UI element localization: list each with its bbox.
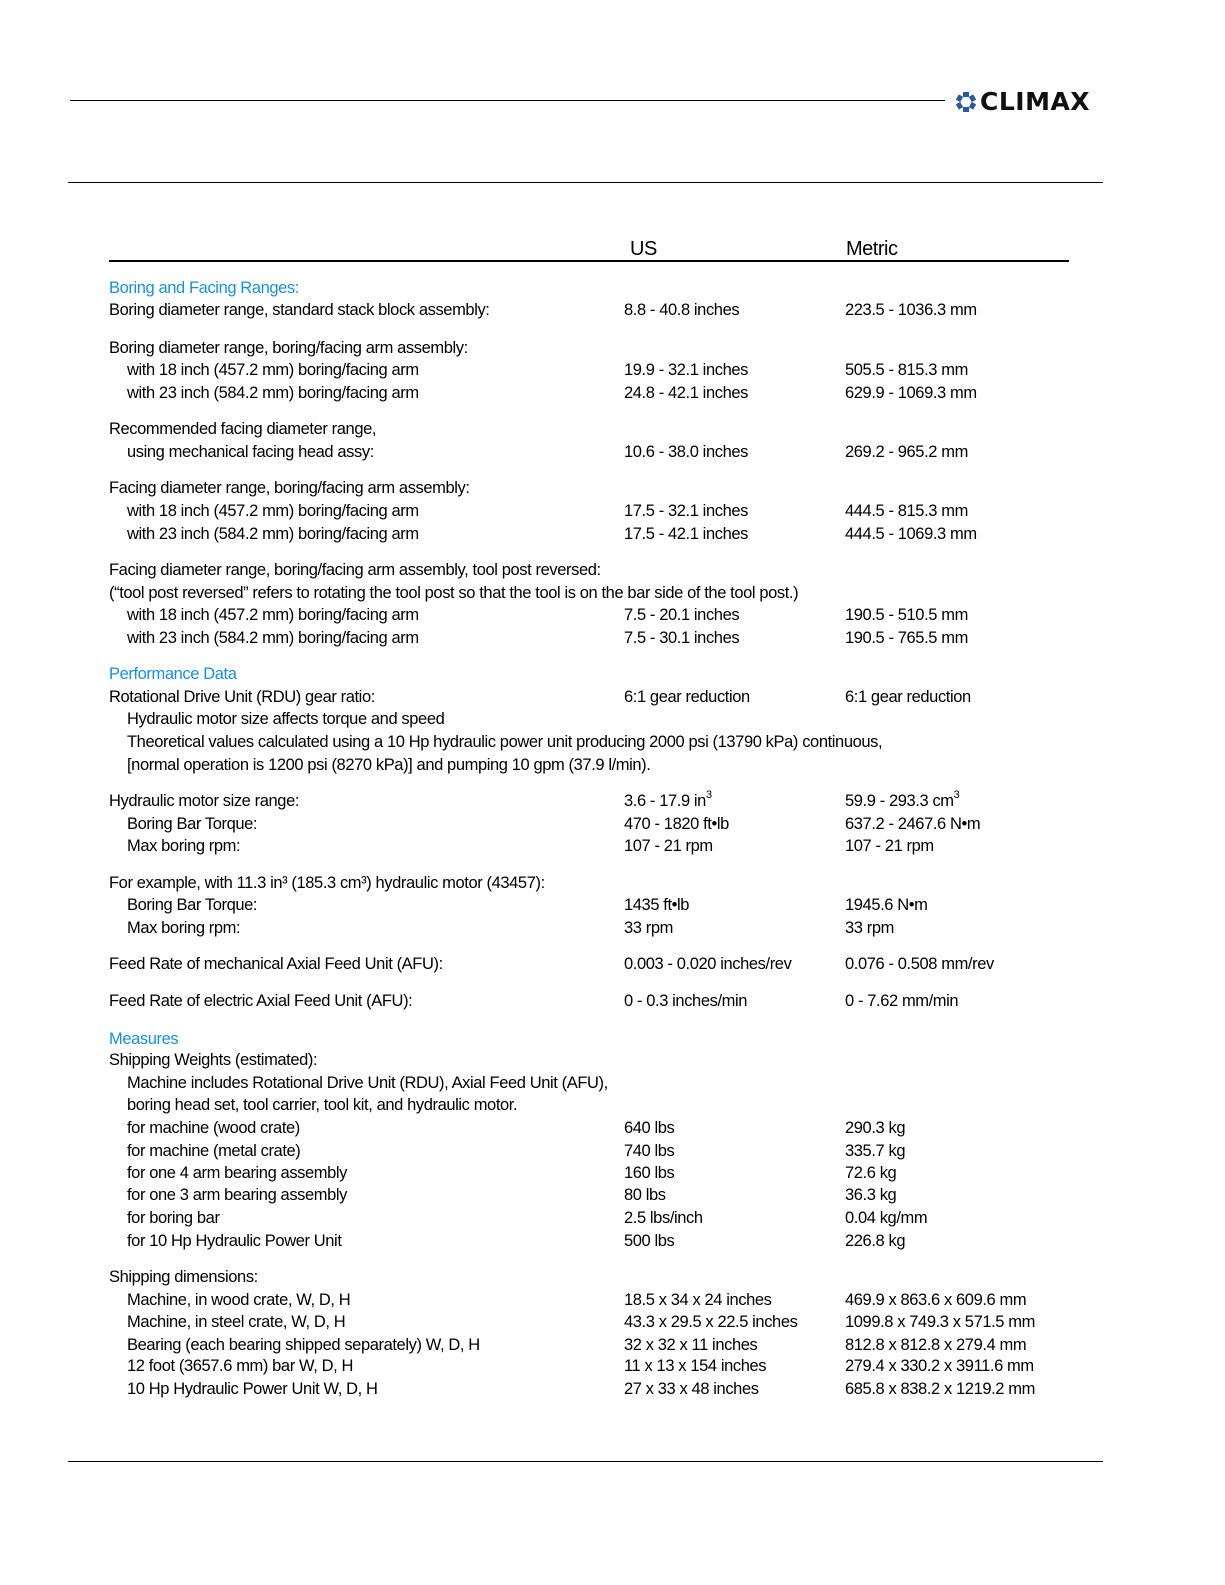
metric-value-text: 36.3 kg <box>845 1186 897 1204</box>
us-value-text: 43.3 x 29.5 x 22.5 inches <box>624 1313 798 1331</box>
metric-value <box>845 359 968 381</box>
spec-label: Machine, in steel crate, W, D, H <box>127 1313 346 1331</box>
column-header-metric: Metric <box>846 238 898 260</box>
spec-row <box>109 1207 1069 1229</box>
metric-value-text: 444.5 - 1069.3 mm <box>845 525 977 543</box>
table-header-rule <box>109 260 1069 262</box>
section-title: Boring and Facing Ranges: <box>109 279 299 297</box>
spec-label: for one 4 arm bearing assembly <box>127 1164 348 1182</box>
spec-row <box>109 1049 1069 1071</box>
spec-row <box>109 1117 1069 1139</box>
spec-row <box>109 1311 1069 1333</box>
metric-value-text: 0 - 7.62 mm/min <box>845 992 959 1010</box>
spec-label: Boring diameter range, boring/facing arm assembly: <box>109 339 468 357</box>
metric-value <box>845 1230 905 1252</box>
spec-row <box>109 835 1069 857</box>
climax-mark-icon <box>955 91 977 113</box>
metric-value <box>845 1162 896 1184</box>
us-value <box>624 1355 766 1377</box>
us-value <box>624 523 748 545</box>
spec-row <box>109 686 1069 708</box>
spec-row <box>109 1334 1069 1356</box>
metric-value <box>845 917 894 939</box>
metric-value <box>845 1117 905 1139</box>
us-value <box>624 835 713 857</box>
brand-logo <box>955 87 1090 116</box>
metric-value-text: 290.3 kg <box>845 1119 906 1137</box>
us-value-text: 17.5 - 42.1 inches <box>624 525 748 543</box>
spec-row <box>109 1162 1069 1184</box>
spec-label: Theoretical values calculated using a 10 Hp hydraulic power unit producing 2000 psi (13790 kPa) continuous, <box>127 733 883 751</box>
us-value-text: 11 x 13 x 154 inches <box>624 1357 767 1375</box>
spec-label: with 18 inch (457.2 mm) boring/facing arm <box>127 502 419 520</box>
metric-value-text: 6:1 gear reduction <box>845 688 971 706</box>
us-value <box>624 790 712 812</box>
spec-row <box>109 731 1069 753</box>
us-value <box>624 604 739 626</box>
spec-row <box>109 1230 1069 1252</box>
metric-value-text: 335.7 kg <box>845 1142 906 1160</box>
us-value-text: 80 lbs <box>624 1186 666 1204</box>
section-heading <box>109 1028 1069 1050</box>
us-value-text: 107 - 21 rpm <box>624 837 713 855</box>
us-value-text: 19.9 - 32.1 inches <box>624 361 748 379</box>
us-value-text: 1435 ft•lb <box>624 896 690 914</box>
metric-value-text: 0.04 kg/mm <box>845 1209 928 1227</box>
us-value <box>624 1289 772 1311</box>
metric-value <box>845 686 971 708</box>
spec-label: Max boring rpm: <box>127 837 241 855</box>
us-value-text: 640 lbs <box>624 1119 675 1137</box>
metric-value <box>845 299 977 321</box>
us-value <box>624 1207 703 1229</box>
spec-label: for one 3 arm bearing assembly <box>127 1186 348 1204</box>
us-value-text: 7.5 - 20.1 inches <box>624 606 740 624</box>
section-heading <box>109 663 1069 685</box>
us-value-text: 32 x 32 x 11 inches <box>624 1336 758 1354</box>
spec-row <box>109 477 1069 499</box>
spec-row <box>109 990 1069 1012</box>
metric-value-text: 190.5 - 765.5 mm <box>845 629 968 647</box>
metric-value-text: 226.8 kg <box>845 1232 906 1250</box>
spec-row <box>109 1266 1069 1288</box>
spec-row <box>109 708 1069 730</box>
spec-row <box>109 1094 1069 1116</box>
section-heading <box>109 277 1069 299</box>
spec-row <box>109 627 1069 649</box>
spec-label: for machine (metal crate) <box>127 1142 301 1160</box>
metric-value <box>845 1184 896 1206</box>
spec-label: Machine includes Rotational Drive Unit (RDU), Axial Feed Unit (AFU), <box>127 1074 608 1092</box>
spec-label: Shipping dimensions: <box>109 1268 258 1286</box>
spec-row <box>109 894 1069 916</box>
us-value <box>624 894 689 916</box>
top-rule <box>68 182 1103 183</box>
spec-row <box>109 1184 1069 1206</box>
us-value-text: 6:1 gear reduction <box>624 688 750 706</box>
spec-row <box>109 337 1069 359</box>
spec-row <box>109 953 1069 975</box>
us-value-text: 2.5 lbs/inch <box>624 1209 703 1227</box>
spec-label: 10 Hp Hydraulic Power Unit W, D, H <box>127 1380 378 1398</box>
spec-row <box>109 1289 1069 1311</box>
spec-row <box>109 917 1069 939</box>
metric-value <box>845 1334 1026 1356</box>
metric-value <box>845 1207 927 1229</box>
metric-value-text: 685.8 x 838.2 x 1219.2 mm <box>845 1380 1035 1398</box>
us-value-text: 24.8 - 42.1 inches <box>624 384 748 402</box>
spec-label: Shipping Weights (estimated): <box>109 1051 318 1069</box>
metric-value-text: 107 - 21 rpm <box>845 837 934 855</box>
metric-value-text: 812.8 x 812.8 x 279.4 mm <box>845 1336 1027 1354</box>
us-value-text: 33 rpm <box>624 919 673 937</box>
metric-value <box>845 894 928 916</box>
us-value-text: 10.6 - 38.0 inches <box>624 443 748 461</box>
spec-row <box>109 872 1069 894</box>
spec-row <box>109 813 1069 835</box>
us-value-text: 740 lbs <box>624 1142 675 1160</box>
spec-label: Boring Bar Torque: <box>127 815 258 833</box>
metric-value-text: 1945.6 N•m <box>845 896 928 914</box>
metric-value-text: 0.076 - 0.508 mm/rev <box>845 955 994 973</box>
spec-row <box>109 604 1069 626</box>
us-value-text: 7.5 - 30.1 inches <box>624 629 740 647</box>
header-rule <box>70 100 945 101</box>
metric-value <box>845 813 980 835</box>
metric-value-text: 33 rpm <box>845 919 894 937</box>
spec-row <box>109 418 1069 440</box>
us-value-text: 17.5 - 32.1 inches <box>624 502 748 520</box>
metric-value-text: 505.5 - 815.3 mm <box>845 361 968 379</box>
metric-value-text: 444.5 - 815.3 mm <box>845 502 968 520</box>
us-value-text: 160 lbs <box>624 1164 675 1182</box>
spec-label: Boring diameter range, standard stack block assembly: <box>109 301 490 319</box>
metric-value-text: 279.4 x 330.2 x 3911.6 mm <box>845 1357 1034 1375</box>
spec-label: Bearing (each bearing shipped separately) W, D, H <box>127 1336 480 1354</box>
spec-label: for machine (wood crate) <box>127 1119 300 1137</box>
metric-value <box>845 500 968 522</box>
us-value <box>624 359 748 381</box>
us-value <box>624 627 739 649</box>
metric-value <box>845 1355 1034 1377</box>
us-value-text: 3.6 - 17.9 in <box>624 792 706 810</box>
us-value <box>624 813 729 835</box>
us-value-text: 18.5 x 34 x 24 inches <box>624 1291 772 1309</box>
spec-label: Hydraulic motor size range: <box>109 792 300 810</box>
metric-value-text: 469.9 x 863.6 x 609.6 mm <box>845 1291 1027 1309</box>
us-value-text: 8.8 - 40.8 inches <box>624 301 740 319</box>
spec-label: Rotational Drive Unit (RDU) gear ratio: <box>109 688 375 706</box>
us-value <box>624 953 791 975</box>
metric-value <box>845 382 977 404</box>
metric-value-text: 637.2 - 2467.6 N•m <box>845 815 981 833</box>
metric-value <box>845 627 968 649</box>
spec-row <box>109 359 1069 381</box>
spec-label: boring head set, tool carrier, tool kit, and hydraulic motor. <box>127 1096 518 1114</box>
spec-label: Hydraulic motor size affects torque and speed <box>127 710 445 728</box>
spec-label: using mechanical facing head assy: <box>127 443 374 461</box>
us-value <box>624 686 750 708</box>
spec-row <box>109 382 1069 404</box>
metric-value <box>845 790 959 812</box>
spec-label: Max boring rpm: <box>127 919 241 937</box>
spec-row <box>109 754 1069 776</box>
us-value-text: 0 - 0.3 inches/min <box>624 992 748 1010</box>
us-value-text: 27 x 33 x 48 inches <box>624 1380 759 1398</box>
metric-value-text: 72.6 kg <box>845 1164 897 1182</box>
spec-label: with 23 inch (584.2 mm) boring/facing arm <box>127 384 419 402</box>
metric-value <box>845 604 968 626</box>
metric-value <box>845 1289 1026 1311</box>
spec-label: for boring bar <box>127 1209 220 1227</box>
metric-value-text: 59.9 - 293.3 cm <box>845 792 954 810</box>
spec-row <box>109 559 1069 581</box>
metric-value-text: 629.9 - 1069.3 mm <box>845 384 977 402</box>
us-value <box>624 990 747 1012</box>
metric-value <box>845 1140 905 1162</box>
metric-value <box>845 523 977 545</box>
spec-label: for 10 Hp Hydraulic Power Unit <box>127 1232 342 1250</box>
spec-row <box>109 523 1069 545</box>
spec-label: Facing diameter range, boring/facing arm assembly, tool post reversed: <box>109 561 601 579</box>
us-value <box>624 1334 757 1356</box>
spec-row <box>109 441 1069 463</box>
metric-value <box>845 1378 1035 1400</box>
metric-value <box>845 953 994 975</box>
unit-exponent: 3 <box>705 788 712 801</box>
spec-row <box>109 1140 1069 1162</box>
spec-label: Facing diameter range, boring/facing arm assembly: <box>109 479 470 497</box>
us-value <box>624 1311 797 1333</box>
spec-label: 12 foot (3657.6 mm) bar W, D, H <box>127 1357 354 1375</box>
us-value <box>624 1162 674 1184</box>
spec-label: with 18 inch (457.2 mm) boring/facing arm <box>127 606 419 624</box>
metric-value <box>845 1311 1035 1333</box>
us-value <box>624 1117 674 1139</box>
spec-row <box>109 500 1069 522</box>
metric-value-text: 223.5 - 1036.3 mm <box>845 301 977 319</box>
us-value-text: 500 lbs <box>624 1232 675 1250</box>
spec-row <box>109 1072 1069 1094</box>
us-value <box>624 1184 666 1206</box>
spec-label: Boring Bar Torque: <box>127 896 258 914</box>
section-title: Measures <box>109 1030 179 1048</box>
us-value <box>624 299 739 321</box>
us-value <box>624 1140 674 1162</box>
metric-value-text: 269.2 - 965.2 mm <box>845 443 968 461</box>
metric-value <box>845 990 958 1012</box>
us-value <box>624 917 673 939</box>
spec-label: [normal operation is 1200 psi (8270 kPa)] and pumping 10 gpm (37.9 l/min). <box>127 756 651 774</box>
spec-label: (“tool post reversed” refers to rotating the tool post so that the tool is on the bar side of the tool post.) <box>109 584 799 602</box>
us-value-text: 470 - 1820 ft•lb <box>624 815 729 833</box>
us-value <box>624 1230 674 1252</box>
unit-exponent: 3 <box>953 788 960 801</box>
us-value <box>624 500 748 522</box>
spec-label: with 23 inch (584.2 mm) boring/facing arm <box>127 629 419 647</box>
spec-label: with 23 inch (584.2 mm) boring/facing arm <box>127 525 419 543</box>
us-value <box>624 382 748 404</box>
brand-name: CLIMAX <box>980 87 1091 116</box>
us-value <box>624 1378 759 1400</box>
spec-row <box>109 1355 1069 1377</box>
metric-value-text: 190.5 - 510.5 mm <box>845 606 968 624</box>
spec-label: with 18 inch (457.2 mm) boring/facing arm <box>127 361 419 379</box>
metric-value <box>845 835 934 857</box>
spec-row <box>109 299 1069 321</box>
section-title: Performance Data <box>109 665 237 683</box>
metric-value-text: 1099.8 x 749.3 x 571.5 mm <box>845 1313 1035 1331</box>
spec-label: Recommended facing diameter range, <box>109 420 377 438</box>
metric-value <box>845 441 968 463</box>
spec-label: Feed Rate of electric Axial Feed Unit (AFU): <box>109 992 413 1010</box>
footer-rule <box>68 1461 1103 1462</box>
spec-row <box>109 1378 1069 1400</box>
spec-label: Feed Rate of mechanical Axial Feed Unit (AFU): <box>109 955 443 973</box>
spec-row <box>109 582 1069 604</box>
spec-label: For example, with 11.3 in³ (185.3 cm³) hydraulic motor (43457): <box>109 874 545 892</box>
us-value-text: 0.003 - 0.020 inches/rev <box>624 955 792 973</box>
spec-label: Machine, in wood crate, W, D, H <box>127 1291 351 1309</box>
spec-row <box>109 790 1069 812</box>
us-value <box>624 441 748 463</box>
column-header-us: US <box>630 238 657 260</box>
